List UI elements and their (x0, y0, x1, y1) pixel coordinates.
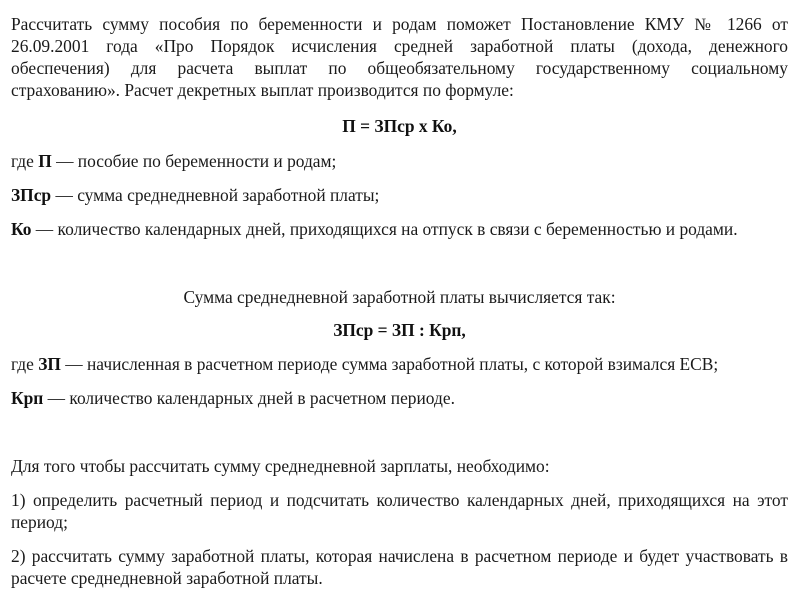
definition-prefix: где (11, 354, 39, 374)
definition-krp (11, 387, 788, 409)
definition-p (11, 150, 788, 172)
definition-desc: — пособие по беременности и родам; (51, 151, 337, 171)
definition-zpsr (11, 184, 788, 206)
definition-desc: — начисленная в расчетном периоде сумма заработной платы, с которой взимался ЕСВ; (60, 354, 719, 374)
intro-line-1: Рассчитать сумму пособия по беременности и родам поможет Постановление КМУ № 1266 от (11, 14, 788, 34)
formula-avg-daily (11, 319, 788, 341)
definition-prefix: где (11, 151, 39, 171)
definition-ko (11, 218, 788, 240)
step-1-line-2: период; (11, 512, 68, 532)
definition-term: П (38, 151, 52, 171)
formula-benefit-text: П = ЗПср х Ко, (342, 116, 457, 136)
definition-term: Крп (11, 388, 44, 408)
formula-avg-daily-text: ЗПср = ЗП : Крп, (333, 320, 466, 340)
formula-benefit (11, 115, 788, 137)
step-2-line-1: 2) рассчитать сумму заработной платы, которая начислена в расчетном периоде и будет участвовать в (11, 546, 788, 566)
definition-zp (11, 353, 788, 375)
definition-term: Ко (11, 219, 32, 239)
definition-term: ЗП (38, 354, 61, 374)
intro-line-4: страхованию». Расчет декретных выплат производится по формуле: (11, 80, 514, 100)
definition-desc: — количество календарных дней, приходящихся на отпуск в связи с беременностью и родами. (31, 219, 738, 239)
definition-term: ЗПср (11, 185, 52, 205)
intro-line-3: обеспечения) для расчета выплат по общеобязательному государственному социальному (11, 58, 788, 78)
definition-desc: — сумма среднедневной заработной платы; (51, 185, 380, 205)
section-avg-daily-heading: Сумма среднедневной заработной платы вычисляется так: (183, 287, 616, 307)
steps-intro: Для того чтобы рассчитать сумму среднедневной зарплаты, необходимо: (11, 456, 550, 476)
intro-line-2: 26.09.2001 года «Про Порядок исчисления средней заработной платы (дохода, денежного (11, 36, 788, 56)
definition-desc: — количество календарных дней в расчетном периоде. (43, 388, 455, 408)
step-2-line-2: расчете среднедневной заработной платы. (11, 568, 323, 588)
step-1-line-1: 1) определить расчетный период и подсчитать количество календарных дней, приходящихся на этот (11, 490, 788, 510)
